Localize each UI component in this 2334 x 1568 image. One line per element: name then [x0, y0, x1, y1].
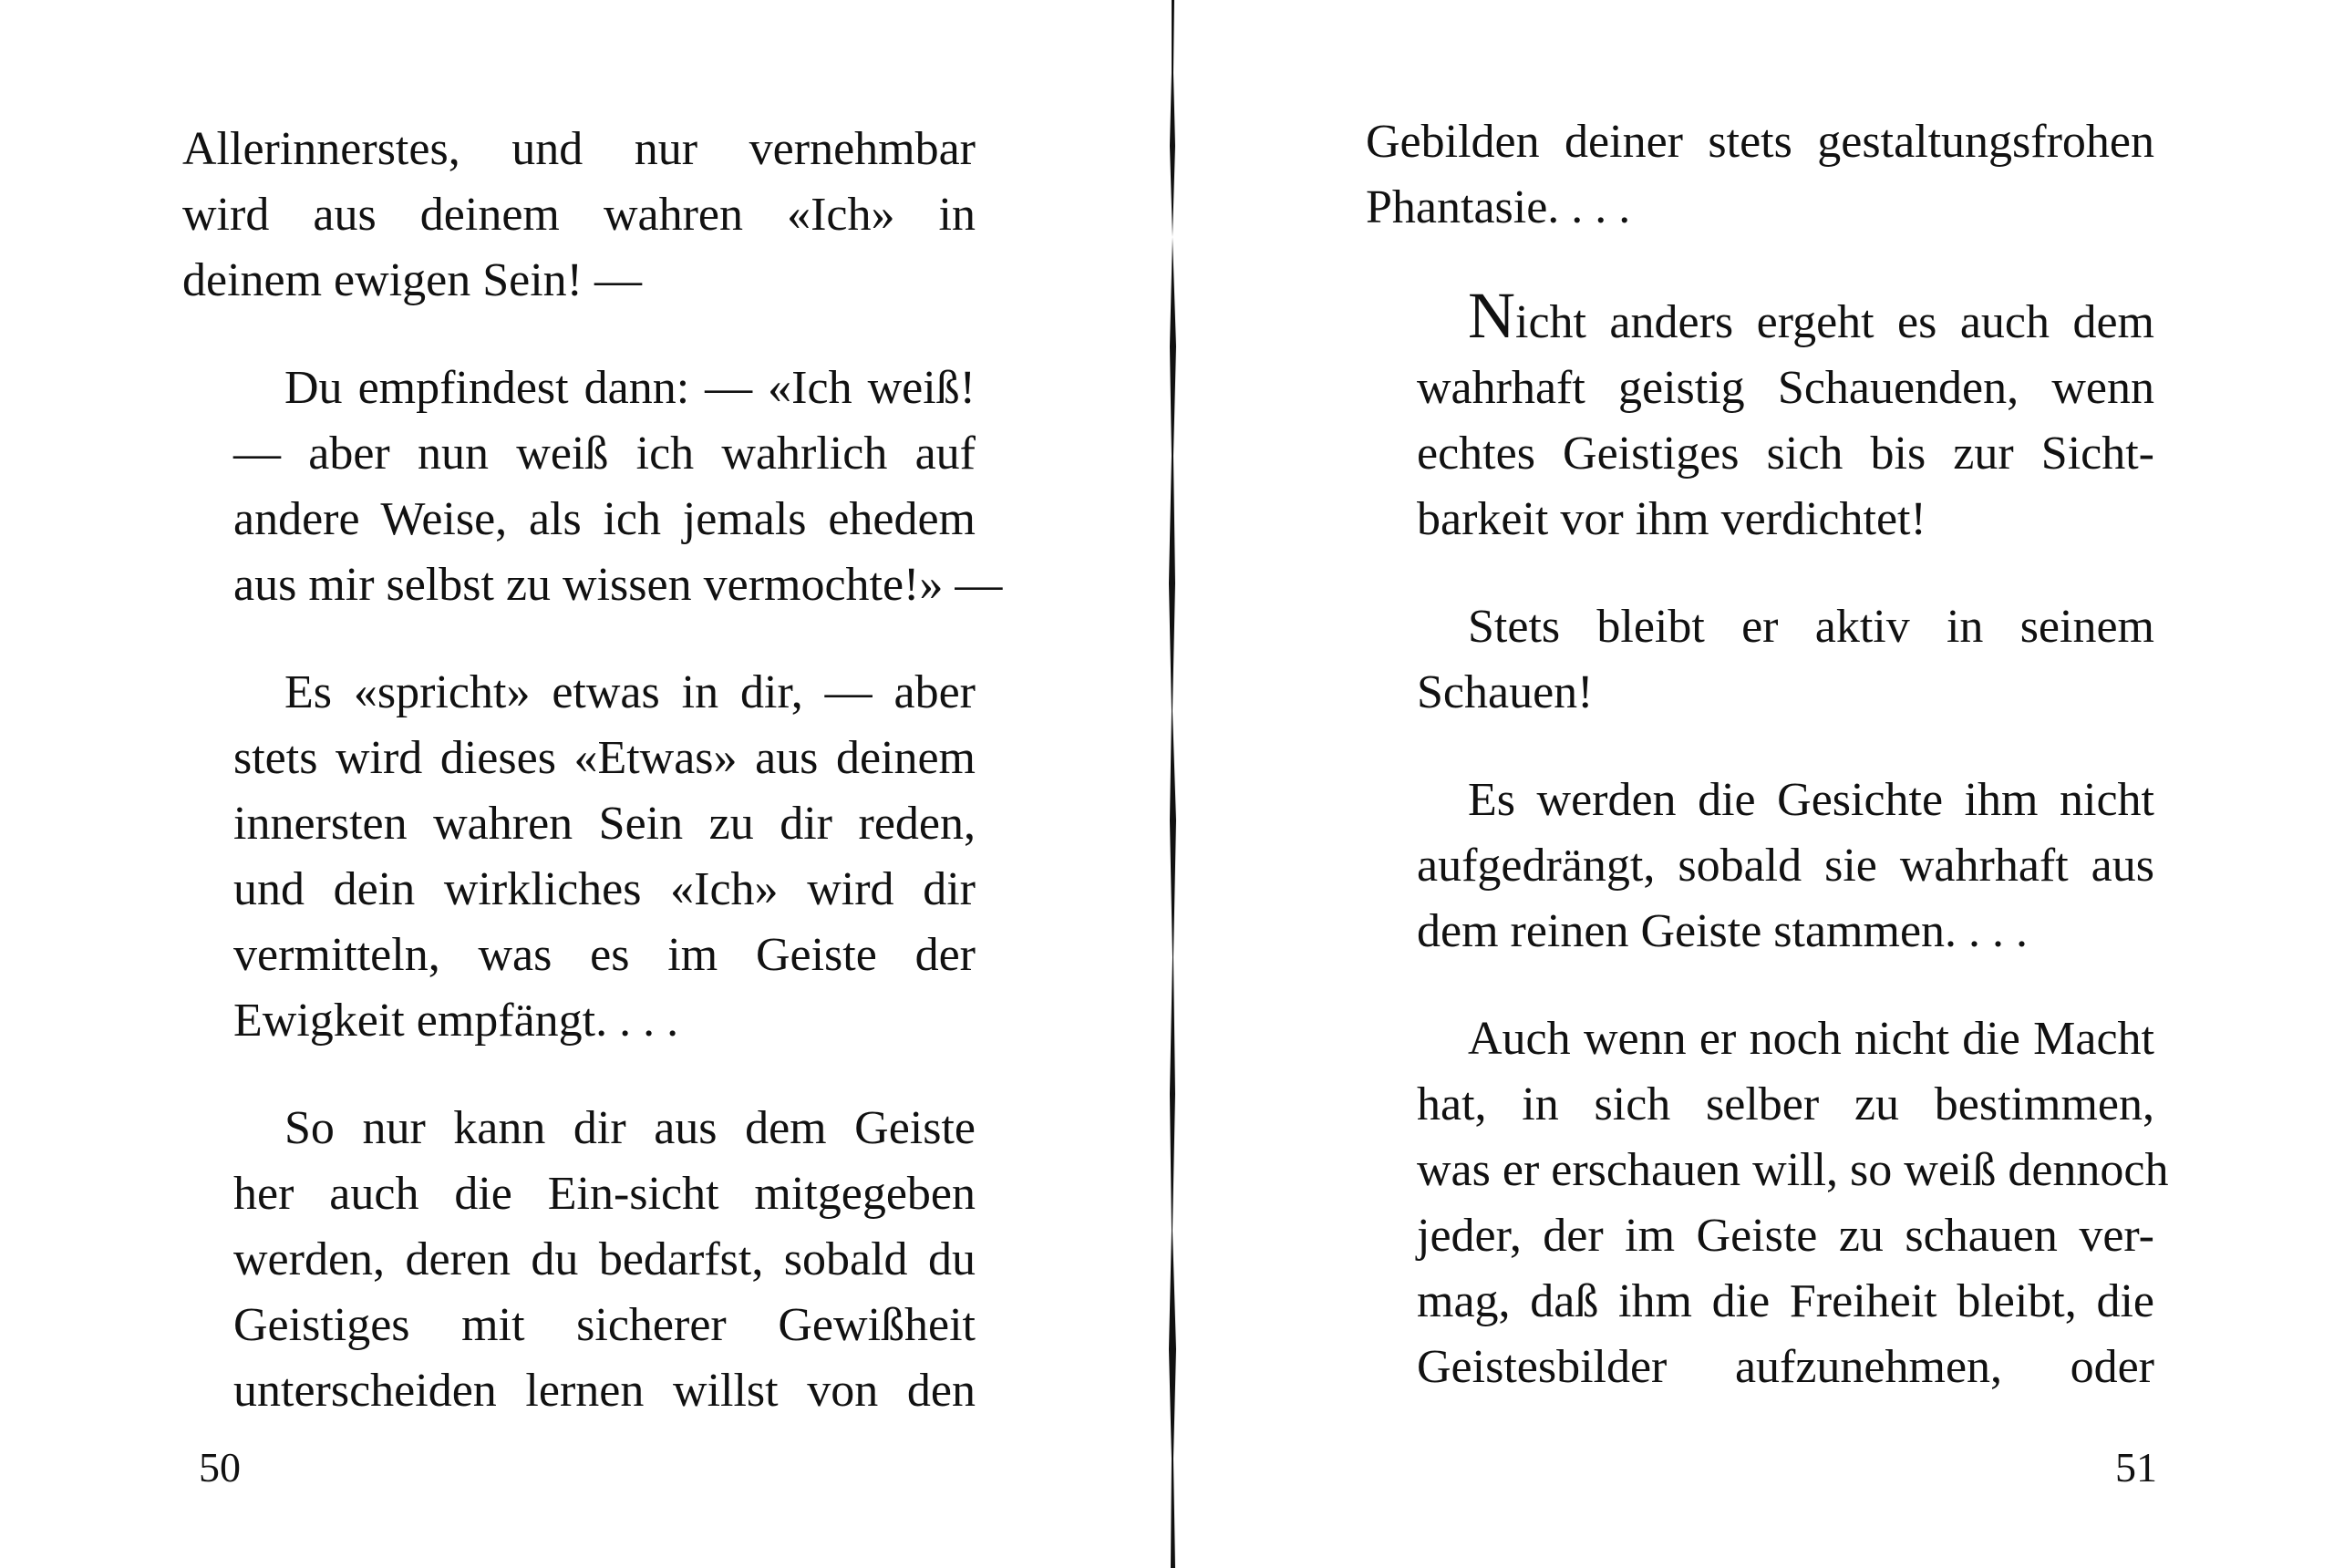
right-page [1185, 0, 2334, 1568]
text-line: barkeit vor ihm verdichtet! [1417, 493, 1926, 545]
text-line: Stets bleibt er aktiv in seinem [1468, 601, 2154, 653]
text-line: Es «spricht» etwas in dir, — aber [284, 666, 976, 718]
text-line: aufgedrängt, sobald sie wahrhaft aus [1417, 840, 2154, 892]
text-line: stets wird dieses «Etwas» aus deinem [233, 732, 976, 784]
text-line: wahrhaft geistig Schauenden, wenn [1417, 362, 2154, 414]
text-line: jeder, der im Geiste zu schauen ver- [1417, 1210, 2154, 1262]
text-line: unterscheiden lernen willst von den [233, 1365, 976, 1417]
text-line: Geistesbilder aufzunehmen, oder [1417, 1341, 2154, 1393]
text-line: mag, daß ihm die Freiheit bleibt, die [1417, 1275, 2154, 1327]
text-line: Es werden die Gesichte ihm nicht [1468, 774, 2154, 826]
paragraph [1366, 1006, 2169, 1400]
book-gutter [1162, 0, 1182, 1568]
paragraph [182, 660, 976, 1054]
text-line: — aber nun weiß ich wahrlich auf [233, 428, 976, 480]
page-number: 51 [2115, 1444, 2157, 1491]
text-line: werden, deren du bedarfst, sobald du [233, 1233, 976, 1285]
text-line: Ewigkeit empfängt. . . . [233, 995, 679, 1047]
paragraph [1366, 109, 2154, 241]
text-line: andere Weise, als ich jemals ehedem [233, 493, 976, 545]
text-line: Allerinnerstes, und nur vernehmbar [182, 123, 976, 175]
paragraph [182, 1096, 976, 1424]
paragraph [1366, 768, 2154, 965]
paragraph [1366, 594, 2154, 726]
text-line: Geistiges mit sicherer Gewißheit [233, 1299, 976, 1351]
text-line: Gebilden deiner stets gestaltungsfrohen [1366, 116, 2154, 168]
text-line: her auch die Ein-sicht mitgegeben [233, 1168, 976, 1220]
right-page-text [1366, 109, 2169, 1442]
text-line: was er erschauen will, so weiß dennoch [1417, 1144, 2169, 1196]
text-line: dem reinen Geiste stammen. . . . [1417, 905, 2029, 957]
text-line: wird aus deinem wahren «Ich» in [182, 189, 976, 241]
text-line: hat, in sich selber zu bestimmen, [1417, 1078, 2154, 1130]
text-line: deinem ewigen Sein! — [182, 254, 642, 306]
left-page-text [182, 117, 1003, 1466]
text-line: innersten wahren Sein zu dir reden, [233, 798, 976, 850]
text-line: Nicht anders ergeht es auch dem [1468, 279, 2154, 352]
page-number: 50 [199, 1444, 241, 1491]
left-page [0, 0, 1158, 1568]
text-line: Du empfindest dann: — «Ich weiß! [284, 362, 976, 414]
text-line: und dein wirkliches «Ich» wird dir [233, 863, 976, 915]
text-line: vermitteln, was es im Geiste der [233, 929, 976, 981]
text-line: aus mir selbst zu wissen vermochte!» — [233, 559, 1003, 611]
text-line: So nur kann dir aus dem Geiste [284, 1102, 976, 1154]
text-line: Phantasie. . . . [1366, 181, 1631, 233]
text-line: Auch wenn er noch nicht die Macht [1468, 1013, 2154, 1065]
paragraph [182, 117, 976, 314]
text-line: echtes Geistiges sich bis zur Sicht- [1417, 428, 2154, 480]
paragraph [1366, 279, 2154, 552]
text-line: Schauen! [1417, 666, 1594, 718]
paragraph [182, 356, 1003, 618]
